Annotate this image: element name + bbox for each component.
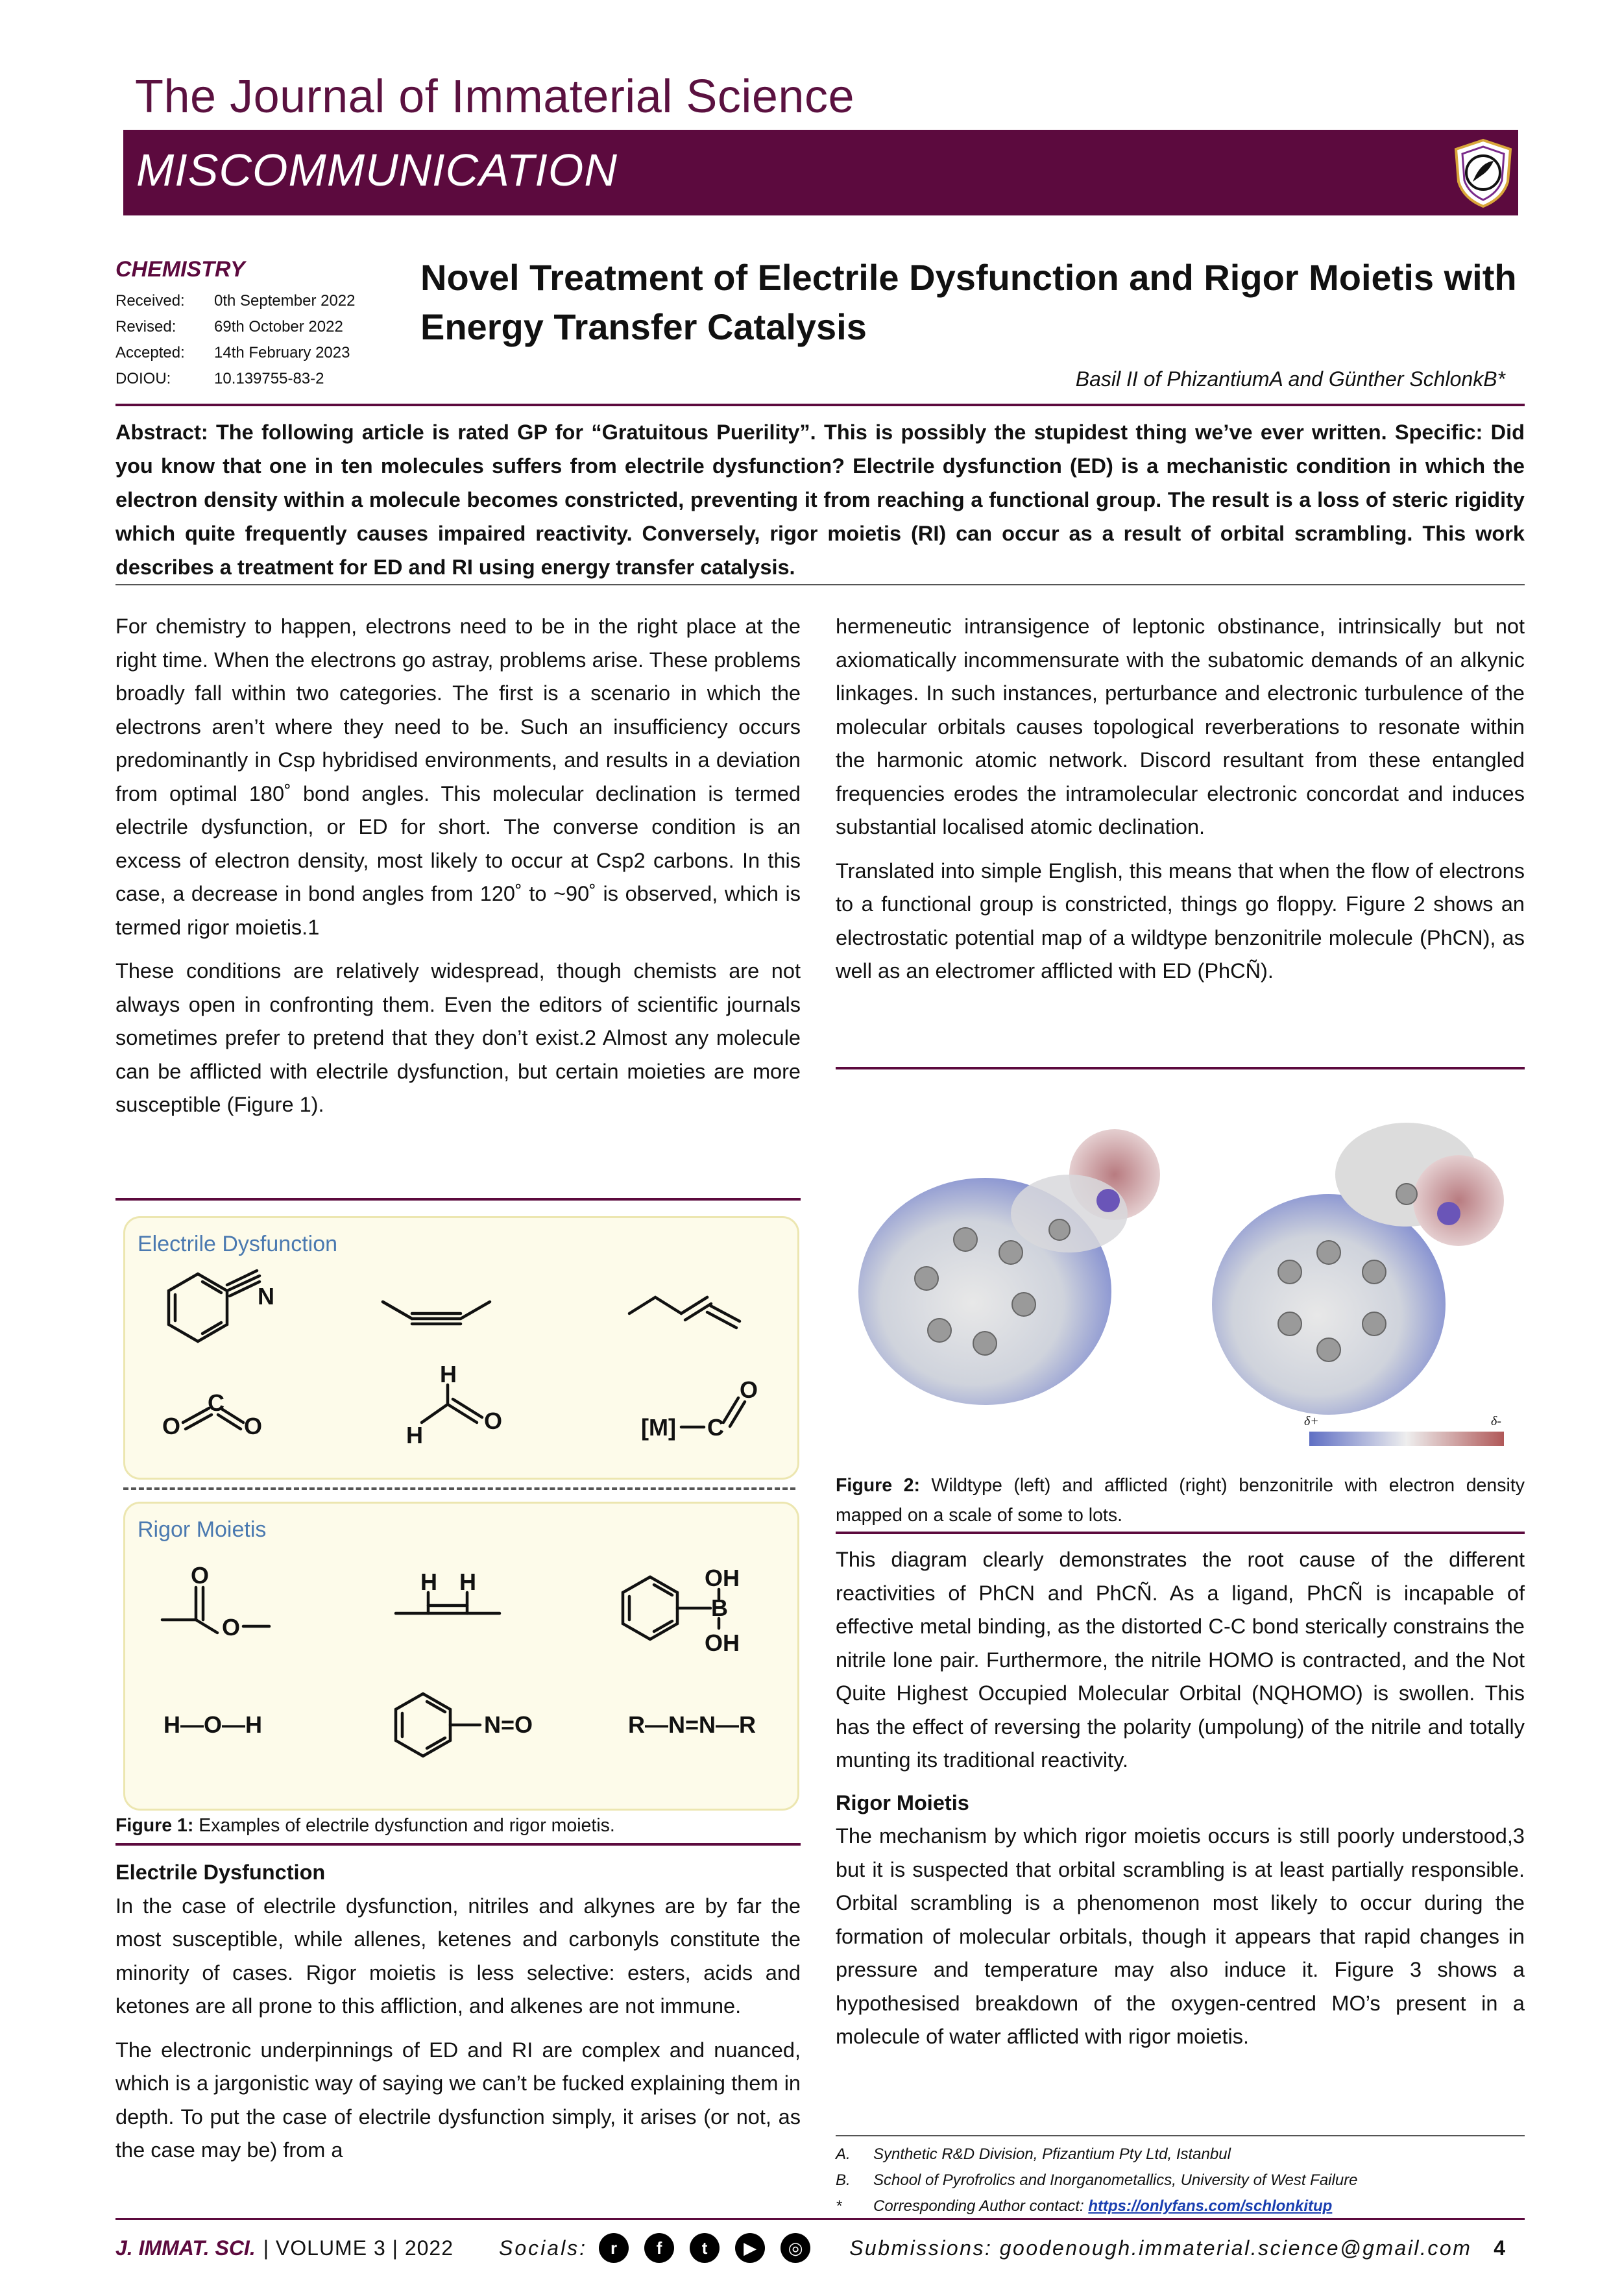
paragraph: These conditions are relatively widespread, though chemists are not always open in confronting them. Even the editors of scientific journals sometimes prefer to pretend that they don’t exist.2 Almost any molecule can be afflicted with electrile dysfunction, but certain moieties are more susceptible (Figure 1). bbox=[115, 959, 801, 1116]
meta-key: Accepted: bbox=[115, 344, 185, 361]
footnote-text: Corresponding Author contact: bbox=[873, 2197, 1089, 2215]
caption-text: Wildtype (left) and afflicted (right) benzonitrile with electron density mapped on a scale of some to lots. bbox=[836, 1475, 1525, 1526]
allene-structure bbox=[629, 1297, 740, 1328]
journal-logo-icon bbox=[1451, 136, 1516, 209]
footnote-mark: A. bbox=[836, 2145, 851, 2163]
benzonitrile-structure bbox=[169, 1271, 260, 1341]
author-contact-link[interactable]: https://onlyfans.com/schlonkitup bbox=[1088, 2197, 1333, 2215]
atom-label: N=O bbox=[484, 1711, 533, 1738]
alkene-structure bbox=[396, 1593, 500, 1613]
figure1-top-rule bbox=[115, 1198, 801, 1201]
right-column-top bbox=[836, 610, 1525, 999]
article-authors: Basil II of PhizantiumA and Günther SchlonkB* bbox=[1075, 367, 1505, 391]
figure2-top-rule bbox=[836, 1067, 1525, 1069]
esp-color-scale bbox=[1309, 1432, 1504, 1446]
page-number: 4 bbox=[1494, 2236, 1505, 2260]
footer bbox=[115, 2230, 1525, 2266]
twitter-icon[interactable]: t bbox=[690, 2233, 720, 2263]
instagram-icon[interactable]: ◎ bbox=[781, 2233, 810, 2263]
meta-key: Received: bbox=[115, 292, 185, 310]
reddit-icon[interactable]: r bbox=[599, 2233, 629, 2263]
atom-label: O bbox=[222, 1614, 241, 1641]
footnote-rule bbox=[836, 2135, 1525, 2136]
journal-abbr: J. IMMAT. SCI. bbox=[115, 2236, 256, 2260]
meta-value: 0th September 2022 bbox=[214, 292, 356, 310]
scale-max-label: δ- bbox=[1491, 1414, 1501, 1428]
meta-value: 14th February 2023 bbox=[214, 344, 350, 361]
paragraph: hermeneutic intransigence of leptonic obstinance, intrinsically but not axiomatically incommensurate with the subatomic demands of an alkynic linkages. In such instances, perturbance and electronic turbulence of the molecular orbitals causes topological reverberations to resonate within the harmonic atomic network. Discord resultant from these entangled frequencies erodes the intramolecular electronic concordat and induces substantial localised atomic declination. bbox=[836, 615, 1525, 838]
atom-label: H bbox=[440, 1361, 457, 1387]
submissions-info: Submissions: goodenough.immaterial.science@gmail.com bbox=[849, 2236, 1472, 2260]
scale-min-label: δ+ bbox=[1304, 1414, 1319, 1428]
journal-title: The Journal of Immaterial Science bbox=[135, 71, 854, 123]
abstract: Abstract: The following article is rated GP for “Gratuitous Puerility”. This is possibly the stupidest thing we’ve ever written. Specific: Did you know that one in ten molecules suffers from electrile dysfunction? Electrile dysfunction (ED) is a mechanistic condition in which the electron density within a molecule becomes constricted, preventing it from reaching a functional group. The result is a loss of steric rigidity which quite frequently causes impaired reactivity. Conversely, rigor moietis (RI) can occur as a result of orbital scrambling. This work describes a treatment for ED and RI using energy transfer catalysis. bbox=[115, 421, 1525, 579]
article-dates bbox=[115, 292, 356, 396]
meta-row bbox=[115, 344, 356, 370]
meta-row bbox=[115, 318, 356, 344]
atom-label: O bbox=[484, 1408, 503, 1434]
atom-label: O bbox=[740, 1376, 758, 1403]
atom-label: H bbox=[406, 1422, 423, 1448]
atom-label: OH bbox=[705, 1630, 740, 1656]
abstract-rule bbox=[115, 584, 1525, 585]
youtube-icon[interactable]: ▶ bbox=[735, 2233, 765, 2263]
atom-label: C bbox=[208, 1389, 224, 1416]
caption-text: Examples of electrile dysfunction and rigor moietis. bbox=[193, 1815, 615, 1836]
atom-label: H bbox=[420, 1569, 437, 1595]
section-heading: Electrile Dysfunction bbox=[115, 1861, 326, 1884]
paragraph: The mechanism by which rigor moietis occurs is still poorly understood,3 but it is suspected that orbital scrambling is at least partially responsible. Orbital scrambling is a phenomenon most likely to occur during the formation of molecular orbitals, though it appears that rapid changes in pressure and temperature may also induce it. Figure 3 shows a hypothesised breakdown of the oxygen-centred MO’s present in a molecule of water afflicted with rigor moietis. bbox=[836, 1824, 1525, 2048]
alkyne-structure bbox=[383, 1302, 490, 1324]
atom-label: B bbox=[711, 1594, 728, 1621]
footnote-mark: * bbox=[836, 2197, 842, 2215]
meta-row bbox=[115, 370, 356, 396]
wildtype-benzonitrile-map bbox=[858, 1129, 1160, 1405]
ester-structure bbox=[162, 1587, 269, 1633]
meta-key: Revised: bbox=[115, 318, 176, 336]
figure1-structures bbox=[123, 1216, 795, 1807]
paragraph: For chemistry to happen, electrons need to be in the right place at the right time. When the electrons go astray, problems arise. These problems broadly fall within two categories. The first is a scenario in which the electrons aren’t where they need to be. Such an insufficiency occurs predominantly in Csp hybridised environments, and results in a deviation from optimal 180˚ bond angles. This molecular declination is termed electrile dysfunction, or ED for short. The converse condition is an excess of electron density, most likely to occur at Csp2 carbons. In this case, a decrease in bond angles from 120˚ to ~90˚ is observed, which is termed rigor moietis.1 bbox=[115, 615, 801, 939]
left-column-bottom bbox=[115, 1856, 801, 2178]
socials-label: Socials: bbox=[499, 2236, 588, 2260]
footnote-text: Synthetic R&D Division, Pfizantium Pty Ltd, Istanbul bbox=[873, 2145, 1231, 2163]
caption-label: Figure 1: bbox=[115, 1815, 194, 1836]
azo-structure: R—N=N—R bbox=[628, 1711, 757, 1738]
meta-value: 10.139755-83-2 bbox=[214, 370, 324, 387]
paragraph: In the case of electrile dysfunction, nitriles and alkynes are by far the most susceptible, while allenes, ketenes and carbonyls constitute the minority of cases. Rigor moietis is less selective: esters, acids and ketones are all prone to this affliction, and alkenes are not immune. bbox=[115, 1894, 801, 2018]
footnote bbox=[836, 2142, 1525, 2168]
paragraph: Translated into simple English, this means that when the flow of electrons to a functional group is constricted, things go floppy. Figure 2 shows an electrostatic potential map of a wildtype benzonitrile molecule (PhCN), as well as an electromer afflicted with ED (PhCÑ). bbox=[836, 859, 1525, 983]
water-structure: H—O—H bbox=[163, 1711, 262, 1738]
meta-row bbox=[115, 292, 356, 318]
meta-key: DOIOU: bbox=[115, 370, 171, 387]
footnote bbox=[836, 2193, 1525, 2219]
nitrosobenzene-structure bbox=[396, 1694, 480, 1756]
footnote-mark: B. bbox=[836, 2171, 851, 2189]
title-rule bbox=[115, 404, 1525, 406]
subject-label: CHEMISTRY bbox=[115, 257, 245, 282]
enal-structure bbox=[422, 1385, 482, 1423]
right-column-bottom bbox=[836, 1543, 1525, 2064]
atom-label: OH bbox=[705, 1565, 740, 1591]
atom-label: H bbox=[459, 1569, 476, 1595]
facebook-icon[interactable]: f bbox=[644, 2233, 674, 2263]
footer-rule bbox=[115, 2218, 1525, 2220]
figure2-bottom-rule bbox=[836, 1532, 1525, 1534]
paragraph: This diagram clearly demonstrates the root cause of the different reactivities of PhCN and PhCÑ. As a ligand, PhCÑ is incapable of effective metal binding, as the distorted C-C bond sterically constrains the nitrile lone pair. Furthermore, the nitrile HOMO is contracted, and the Not Quite Highest Occupied Molecular Orbital (NQHOMO) is swollen. This has the effect of reversing the polarity (umpolung) of the nitrile and totally munting its traditional reactivity. bbox=[836, 1548, 1525, 1772]
atom-label: [M] bbox=[641, 1414, 676, 1441]
figure2-caption bbox=[836, 1471, 1525, 1530]
volume-info: | VOLUME 3 | 2022 bbox=[263, 2236, 454, 2260]
paragraph: The electronic underpinnings of ED and RI are complex and nuanced, which is a jargonistic way of saying we can’t be fucked explaining them in depth. To put the case of electrile dysfunction simply, it arises (or not, as the case may be) from a bbox=[115, 2038, 801, 2162]
article-title: Novel Treatment of Electrile Dysfunction and Rigor Moietis with Energy Transfer Catalysis bbox=[420, 257, 1517, 347]
panel-title: Electrile Dysfunction bbox=[138, 1232, 338, 1256]
footnotes bbox=[836, 2142, 1525, 2219]
caption-label: Figure 2: bbox=[836, 1475, 920, 1496]
footnote bbox=[836, 2168, 1525, 2193]
afflicted-benzonitrile-map bbox=[1212, 1123, 1504, 1415]
section-heading: Rigor Moietis bbox=[836, 1790, 969, 1814]
atom-label: O bbox=[162, 1413, 181, 1439]
figure1-caption bbox=[115, 1811, 801, 1840]
footnote-text: School of Pyrofrolics and Inorganometallics, University of West Failure bbox=[873, 2171, 1358, 2189]
atom-label: N bbox=[258, 1283, 274, 1310]
figure2-esp-maps bbox=[836, 1097, 1525, 1460]
panel-title: Rigor Moietis bbox=[138, 1517, 267, 1542]
meta-value: 69th October 2022 bbox=[214, 318, 343, 336]
left-column-top bbox=[115, 610, 801, 1132]
atom-label: O bbox=[244, 1413, 263, 1439]
atom-label: C bbox=[707, 1414, 724, 1441]
section-label: MISCOMMUNICATION bbox=[136, 145, 618, 195]
atom-label: O bbox=[191, 1562, 210, 1589]
figure1-bottom-rule bbox=[115, 1843, 801, 1846]
